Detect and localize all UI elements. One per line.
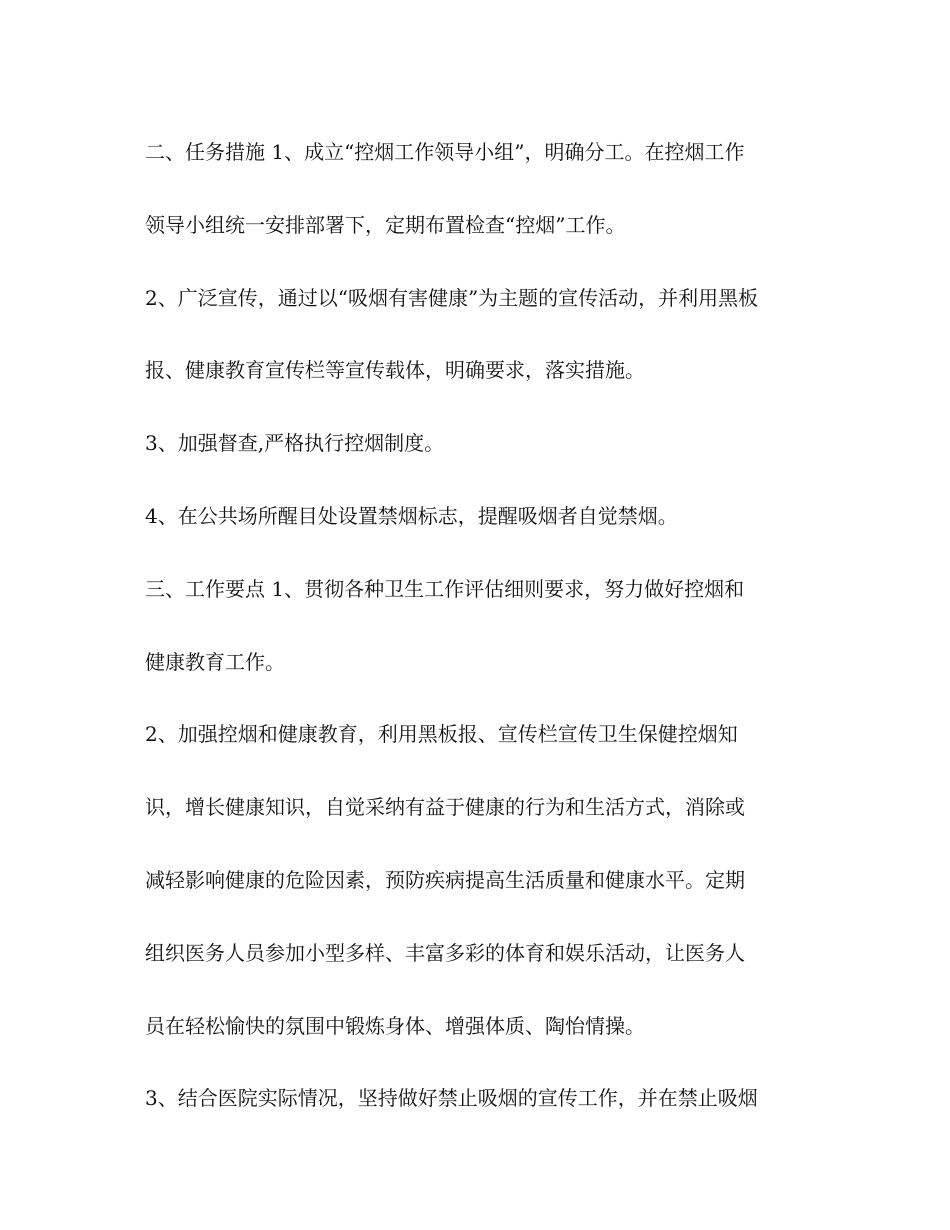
text-line: 识，增长健康知识，自觉采纳有益于健康的行为和生活方式，消除或	[145, 795, 745, 820]
text-line: 组织医务人员参加小型多样、丰富多彩的体育和娱乐活动，让医务人	[145, 940, 745, 965]
text-line: 三、工作要点 1、贯彻各种卫生工作评估细则要求，努力做好控烟和	[145, 576, 745, 601]
text-line: 3、结合医院实际情况，坚持做好禁止吸烟的宣传工作，并在禁止吸烟	[145, 1086, 758, 1111]
text-line: 减轻影响健康的危险因素，预防疾病提高生活质量和健康水平。定期	[145, 867, 745, 892]
text-line: 3、加强督查,严格执行控烟制度。	[145, 431, 445, 456]
document-body	[145, 116, 825, 1135]
text-line: 二、任务措施 1、成立“控烟工作领导小组”，明确分工。在控烟工作	[145, 140, 745, 164]
text-line: 领导小组统一安排部署下，定期布置检查“控烟”工作。	[145, 212, 626, 237]
text-line: 4、在公共场所醒目处设置禁烟标志，提醒吸烟者自觉禁烟。	[145, 503, 678, 528]
text-line: 报、健康教育宣传栏等宣传载体，明确要求，落实措施。	[145, 358, 645, 383]
text-line: 员在轻松愉快的氛围中锻炼身体、增强体质、陶怡情操。	[145, 1013, 645, 1038]
text-line: 健康教育工作。	[145, 649, 285, 674]
text-line: 2、广泛宣传，通过以“吸烟有害健康”为主题的宣传活动，并利用黑板	[145, 285, 759, 310]
text-line: 2、加强控烟和健康教育，利用黑板报、宣传栏宣传卫生保健控烟知	[145, 722, 738, 747]
